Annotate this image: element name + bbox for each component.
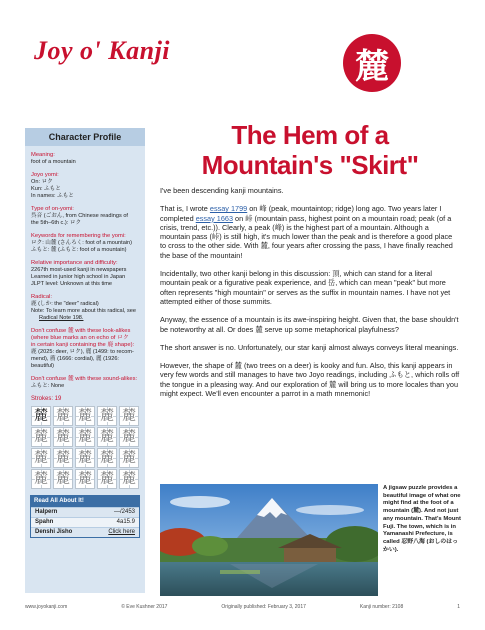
joyo-heading: Joyo yomi:	[31, 172, 59, 178]
stroke-order-cell: 麓	[31, 448, 51, 468]
mount-fuji-illustration	[160, 484, 378, 596]
essay-link[interactable]: essay 1663	[195, 213, 234, 223]
stroke-order-cell: 麓	[119, 427, 139, 447]
reference-name: Denshi Jisho	[35, 529, 73, 535]
stroke-order-cell: 麓	[75, 469, 95, 489]
paragraph: That is, I wrote essay 1799 on 峰 (peak, mountaintop; ridge) long ago. Two years later I completed essay 1663 on 峠 (mountain pass, highest point on a mountain road; peak (of a crisis, trend, etc.)). Clearly, a peak (峰) is the highest part of a mountain. Although a mountain pass (峠) is still high, it's much lower than the peak and is therefore a good place to cross to the other side. With 麓, four years after crossing the pass, I have finally reached the base of the mountain!	[160, 204, 453, 260]
paragraph: The short answer is no. Unfortunately, our star kanji almost always conveys literal meanings.	[160, 342, 459, 352]
page-footer	[25, 604, 460, 610]
on-reading: On: ロク	[31, 179, 53, 185]
stroke-order-grid	[31, 406, 139, 489]
meaning-section	[31, 152, 139, 166]
reference-name: Halpern	[35, 509, 58, 515]
stroke-order-cell: 麓	[31, 406, 51, 426]
lookalike-line: mend), 薦 (1666: cordial), 麗 (1926:	[31, 356, 119, 362]
keywords-section	[31, 233, 139, 254]
kun-reading: Kun: ふもと	[31, 186, 61, 192]
kanji-badge: 麓	[343, 34, 401, 92]
stroke-order-cell: 麓	[75, 427, 95, 447]
stroke-order-cell: 麓	[31, 427, 51, 447]
keywords-heading: Keywords for remembering the yomi:	[31, 233, 126, 239]
importance-heading: Relative importance and difficulty:	[31, 260, 118, 266]
lookalikes-section	[31, 328, 139, 370]
reference-value: 4a15.9	[116, 519, 135, 525]
reference-row	[31, 527, 139, 537]
reference-name: Spahn	[35, 519, 54, 525]
logo-text: Joy o' Kanji	[34, 36, 171, 65]
strokes-heading: Strokes: 19	[31, 396, 62, 402]
lookalikes-heading: (where blue marks an on echo of ロク	[31, 335, 129, 341]
lookalike-line: beautiful)	[31, 363, 55, 369]
type-line: the 5th–6th c.): ロク	[31, 220, 82, 226]
lookalikes-heading: Don't confuse 麓 with these look-alikes	[31, 328, 131, 334]
meaning-value: foot of a mountain	[31, 159, 76, 165]
stroke-order-cell: 麓	[97, 406, 117, 426]
keyword-line: ふもと: 麓 (ふもと: foot of a mountain)	[31, 247, 127, 253]
character-profile-sidebar	[25, 128, 145, 593]
stroke-order-cell: 麓	[97, 469, 117, 489]
references-heading: Read All About It!	[31, 496, 139, 507]
sidebar-title: Character Profile	[25, 128, 145, 146]
paragraph: I've been descending kanji mountains.	[160, 186, 284, 195]
footer-page-number: 1	[457, 604, 460, 610]
paragraph: However, the shape of 麓 (two trees on a deer) is kooky and fun. Also, this kanji appears in very few words and still manages to have two Joyo readings, including ふもと, which rolls off the tongue in a pleasing way. And our exploration of 麓 will bring us to more locales than you might expect. We'll even encounter a parrot in a math mnemonic!	[160, 361, 460, 399]
radical-line: 鹿 (しか: the "deer" radical)	[31, 301, 99, 307]
importance-line: JLPT level: Unknown at this time	[31, 281, 113, 287]
stroke-order-cell: 麓	[119, 469, 139, 489]
soundalikes-section	[31, 376, 139, 390]
article-title	[160, 120, 460, 180]
stroke-order-cell: 麓	[75, 406, 95, 426]
importance-line: 2267th most-used kanji in newspapers	[31, 267, 127, 273]
meaning-heading: Meaning:	[31, 152, 55, 158]
radical-note-link[interactable]: Radical Note 198.	[39, 315, 84, 321]
title-line-1: The Hem of a	[231, 120, 389, 150]
type-section	[31, 206, 139, 227]
footer-kanji-number: Kanji number: 2108	[359, 604, 404, 610]
stroke-order-cell: 麓	[119, 406, 139, 426]
stroke-order-cell: 麓	[119, 448, 139, 468]
keyword-line: ロク: 山麓 (さんろく: foot of a mountain)	[31, 240, 133, 246]
paragraph: Incidentally, two other kanji belong in this discussion: 頂, which can stand for a literal mountain peak or a figurative peak experience, and 岳, which can mean "peak" but more often represents "high mountain" or serves as the suffix in mountain names. I have not yet attempted either of those summits.	[160, 269, 451, 306]
essay-link[interactable]: essay 1799	[209, 204, 248, 214]
soundalikes-heading: Don't confuse 麓 with these sound-alikes:	[31, 376, 138, 382]
stroke-order-cell: 麓	[53, 406, 73, 426]
paragraph: Anyway, the essence of a mountain is its awe-inspiring height. Given that, the base shouldn't be noteworthy at all. Or does 麓 serve up some metaphorical playfulness?	[160, 315, 459, 334]
stroke-order-cell: 麓	[97, 427, 117, 447]
stroke-order-cell: 麓	[75, 448, 95, 468]
importance-section	[31, 260, 139, 288]
stroke-order-cell: 麓	[53, 427, 73, 447]
radical-heading: Radical:	[31, 294, 52, 300]
photo-caption: A jigsaw puzzle provides a beautiful image of what one might find at the foot of a mountain (麓). And not just any mountain. That's Mount Fuji. The town, which is in Yamanashi Prefecture, is called 忍野八海 (おしのはっかい).	[383, 485, 461, 553]
joyo-section	[31, 172, 139, 200]
stroke-order-cell: 麓	[53, 448, 73, 468]
denshi-jisho-link[interactable]: Click here	[108, 529, 135, 535]
stroke-order-cell: 麓	[97, 448, 117, 468]
radical-section	[31, 294, 139, 322]
stroke-order-cell: 麓	[53, 469, 73, 489]
stroke-order-cell: 麓	[31, 469, 51, 489]
type-heading: Type of on-yomi:	[31, 206, 74, 212]
site-logo[interactable]	[34, 36, 184, 76]
footer-published: Originally published: February 3, 2017	[221, 604, 306, 610]
importance-line: Learned in junior high school in Japan	[31, 274, 126, 280]
soundalike-line: ふもと: None	[31, 383, 65, 389]
reference-value: —/2453	[113, 509, 135, 515]
reference-row	[31, 507, 139, 517]
lookalike-line: 鹿 (2025: deer, ロク), 麗 (1499: to recom-	[31, 349, 134, 355]
footer-copyright: © Eve Kushner 2017	[121, 604, 168, 610]
footer-site-link[interactable]: www.joyokanji.com	[25, 604, 68, 610]
mount-fuji-photo	[160, 484, 378, 596]
name-reading: In names: ふもと	[31, 193, 74, 199]
title-line-2: Mountain's "Skirt"	[201, 150, 419, 180]
lookalikes-heading: in certain kanji containing the 鹿 shape):	[31, 342, 135, 348]
type-line: 呉音 (ごおん, from Chinese readings of	[31, 213, 128, 219]
article-body	[160, 186, 460, 407]
radical-line: Note: To learn more about this radical, see	[31, 308, 136, 314]
reference-row	[31, 517, 139, 527]
references-box	[30, 495, 140, 538]
